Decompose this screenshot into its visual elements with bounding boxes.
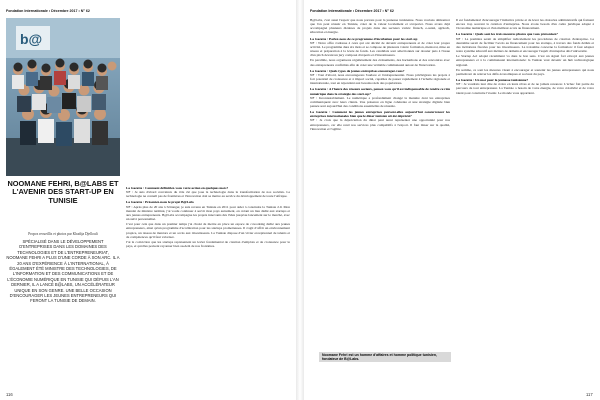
interview-question: La Gazette : Présentez-nous le projet B@Labs <box>126 200 194 205</box>
right-page <box>304 0 600 400</box>
article-title: NOOMANE FEHRI, B@LABS ET L'AVENIR DES START-UP EN TUNISIE <box>7 179 119 205</box>
interview-answer: NF : Je crois que la dépréciation du dinar peut aussi représenter une opportunité pour nos entrepreneurs, car elle rend nos services plus compétitifs à l'export. Il faut miser sur la qualité, l'innovation et l'agilité. <box>310 118 450 131</box>
text-column-3 <box>456 18 594 344</box>
interview-question: La Gazette : Quels types de jeunes entreprises encouragez-vous? <box>310 68 405 73</box>
svg-text:b@: b@ <box>20 31 43 47</box>
interview-answer: Il est fondamental d'encourager l'initiative privée et de lever les obstacles administratifs qui freinent encore trop souvent la création d'entreprise. Nous avons besoin d'un cadre juridique adapté à l'économie numérique et d'un meilleur accès au financement. <box>456 18 594 31</box>
interview-question: La Gazette : Parlez-nous de ce programme d'incubation pour les start-up <box>310 36 418 41</box>
interview-question: La Gazette : Comment les jeunes entreprises peuvent-elles aujourd'hui concurrencer les entreprises internationales bien que le dinar tunisien ait été déprécié? <box>310 110 450 119</box>
interview-answer: NF : Tout d'abord, nous encourageons l'audace et l'entrepreneuriat. Nous privilégions les projets à fort potentiel de croissance et à impact social, capables de passer rapidement à l'échelle régionale et internationale, tout en répondant aux besoins réels des populations. <box>310 72 450 86</box>
article-byline: Propos recueillis et photos par Khadija Djellouli <box>28 232 98 236</box>
interview-answer: B@Labs, c'est aussi l'espoir que nous portons pour la jeunesse tunisienne. Nous voulons démontrer que l'on peut réussir en Tunisie, créer de la valeur localement et s'exporter. Nous avons déjà accompagné plusieurs dizaines de projets dans des secteurs variés: fintech, e-santé, agritech, éducation et énergie. <box>310 18 450 35</box>
group-photo <box>6 18 120 176</box>
interview-answer: En parallèle, nous organisons régulièrement des événements, des hackathons et des rencontres avec des entrepreneurs confirmés afin de créer une véritable communauté autour de l'innovation. <box>310 58 450 67</box>
page-number-right: 117 <box>586 392 593 397</box>
interview-answer: NF : Je voudrais leur dire de croire en leurs rêves et de ne jamais renoncer. L'échec fait partie du parcours de tout entrepreneur. La Tunisie a besoin de votre énergie, de votre créativité et de votre talent pour construire l'avenir. Le monde vous appartient. <box>456 82 594 95</box>
interview-question: La Gazette : A l'heure des réseaux sociaux, pensez-vous qu'il est indispensable de rendre ce rôle numérique dans la stratégie des start-up? <box>310 87 450 96</box>
interview-answer: C'est pour cela que dans un premier temps j'ai choisi de mettre en place un espace de coworking dédié aux jeunes entrepreneurs, ainsi qu'un programme d'accélération pour les startups prometteuses. Il s'agit d'offrir un environnement propice, un réseau de mentors et un accès aux investisseurs. La Tunisie dispose d'un vivier exceptionnel de talents et de compétences qu'il faut valoriser. <box>126 222 290 239</box>
group-photo-illustration <box>6 18 120 176</box>
interview-answer: Le Startup Act adopté récemment va dans le bon sens. C'est un signal fort envoyé aux jeunes entrepreneurs et à la communauté internationale: la Tunisie veut devenir un hub technologique régional. <box>456 54 594 67</box>
interview-question: La Gazette : Quels sont les trois mesures phares que vous préconisez? <box>456 32 558 37</box>
article-lede: SPÉCIALISÉ DANS LE DÉVELOPPEMENT D'ENTREPRISES DANS LES DOMAINES DES TECHNOLOGIES ET DE L'ENTREPRENEURIAT, NOOMANE FEHRI A PLUS D'UNE CORDE À SON ARC. IL A 20 ANS D'EXPÉRIENCE À L'INTERNATIONAL, À ÉGALEMENT ÉTÉ MINISTRE DES TECHNOLOGIES, DE L'INFORMATION ET DES COMMUNICATIONS ET DE L'ÉCONOMIE NUMÉRIQUE EN TUNISIE QUI DÉPUIS L'AN DERNIER, IL A LANCÉ B@LABS, UN ACCÉLÉRATEUR UNIQUE EN SON GENRE. UNE BELLE OCCASION D'ENCOURAGER LES JEUNES ENTREPRENEURS QUI FERONT LA TUNISIE DE DEMAIN. <box>6 239 120 304</box>
page-number-left: 116 <box>6 392 13 397</box>
running-head-right: Fondation Internationale • Décembre 2017 • N° 62 <box>310 9 394 13</box>
interview-answer: J'ai la conviction que les startups représentent un levier fondamental de création d'emplois et de croissance pour le pays, et qu'elles peuvent rayonner bien au-delà de nos frontières. <box>126 239 290 249</box>
text-column-2 <box>310 18 450 388</box>
running-head-left: Fondation Internationale • Décembre 2017 • N° 62 <box>6 9 90 13</box>
interview-answer: NF : Je suis d'abord convaincu du rôle clé que joue la technologie dans la transformation de nos sociétés. La technologie ne connaît pas de frontières et l'innovation doit se mettre au service du développement de toute l'Afrique. <box>126 190 290 199</box>
interview-answer: En somme, ce sont les mesures visant à encourager et soutenir les jeunes entrepreneurs qui nous permettront de relever les défis économiques et sociaux du pays. <box>456 67 594 76</box>
text-column-1 <box>126 184 290 388</box>
interview-answer: NF : La première serait de simplifier radicalement les procédures de création d'entreprise. La deuxième serait de faciliter l'accès au financement pour les startups, à travers des fonds dédiés et des incitations fiscales pour les investisseurs. La troisième concerne la formation: il faut adapter notre système éducatif aux métiers de demain et encourager l'esprit d'entreprise dès l'université. <box>456 36 594 54</box>
interview-answer: NF : Incontestablement. Le numérique a profondément changé la manière dont les entreprises communiquent avec leurs clients. Une présence en ligne cohérente et une stratégie digitale bien pensée sont aujourd'hui des conditions essentielles de réussite. <box>310 95 450 108</box>
page-gutter <box>296 0 304 400</box>
author-bio-box: Noomane Fehri est un homme d'affaires et homme politique tunisien, fondateur de B@Labs. <box>319 352 451 362</box>
interview-question: La Gazette : Comment définiriez-vous votre action en quelques mots? <box>126 186 229 190</box>
interview-question: La Gazette : Un mot pour la jeunesse tunisienne? <box>456 78 529 83</box>
interview-answer: NF : Notre offre s'adresse à ceux qui ont décidé de devenir entrepreneurs et de créer leur propre activité. Le programme dure six mois et se compose de plusieurs volets: formation, mentorat, mise en réseau et préparation à la levée de fonds. Les candidats sont sélectionnés sur dossier puis à l'issue d'un pitch devant un jury composé d'experts et d'investisseurs. <box>310 40 450 58</box>
interview-answer: NF : Après plus de 20 ans à l'étranger, je suis revenu en Tunisie en 2011 pour aider à construire la Tunisie 2.0. Mon mandat de ministre terminé, j'ai voulu continuer à servir mon pays autrement, en créant un lieu dédié aux startups et aux jeunes entrepreneurs. B@Labs accompagne les projets innovants dès l'idée jusqu'au lancement sur le marché, avec un suivi personnalisé. <box>126 204 290 222</box>
left-page <box>0 0 296 400</box>
